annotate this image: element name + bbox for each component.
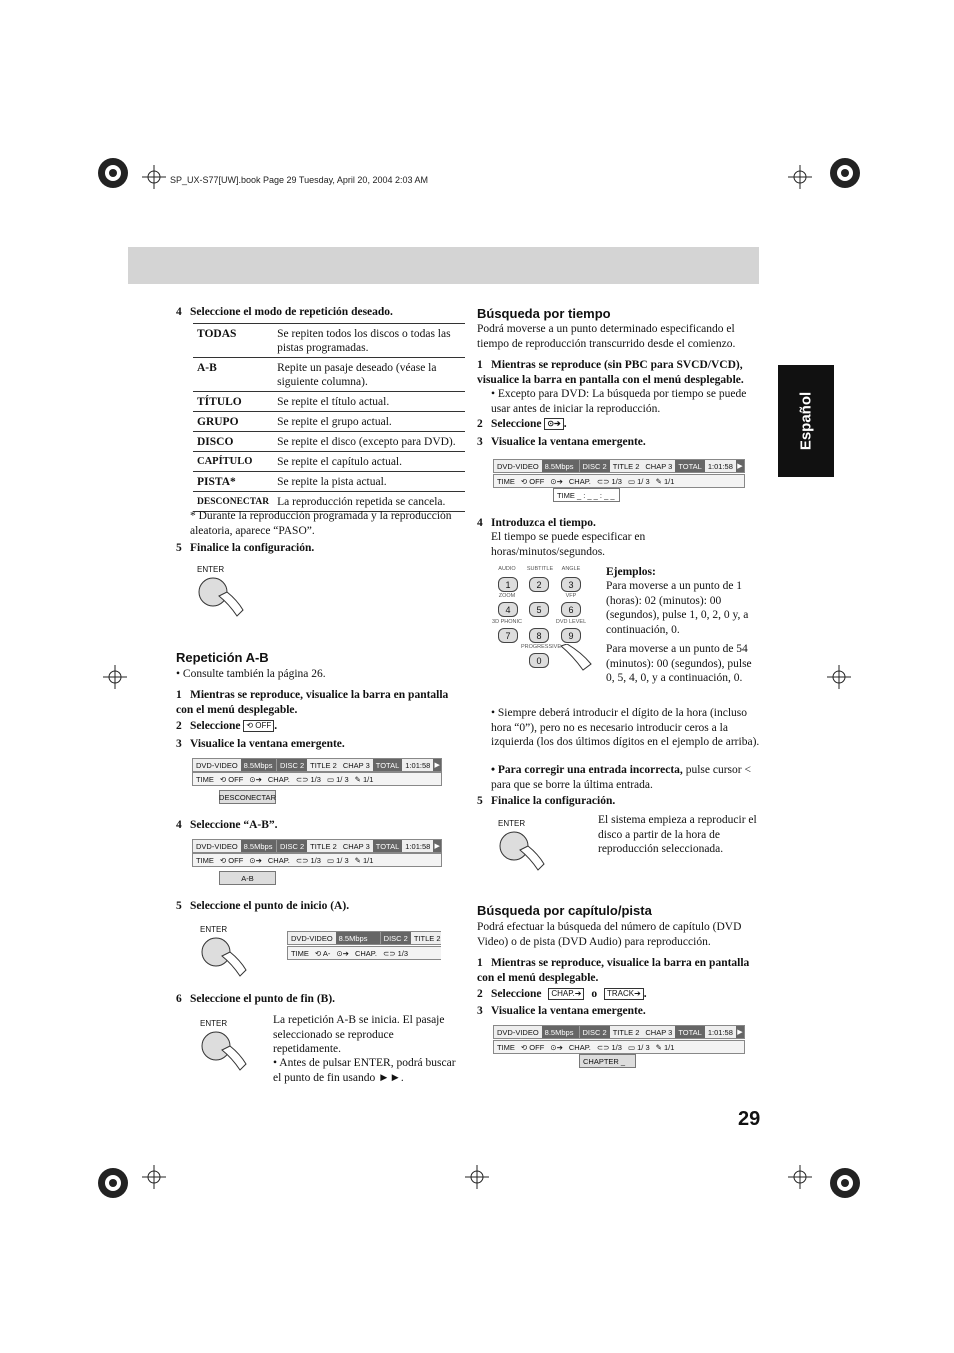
- popup-window: DESCONECTAR: [219, 790, 276, 804]
- crosshair-icon: [103, 665, 127, 689]
- section-title-ab-repeat: Repetición A-B: [176, 650, 269, 665]
- table-row: GRUPO Se repite el grupo actual.: [193, 412, 465, 432]
- play-icon: ▶: [433, 759, 441, 771]
- chapter-step-3: 3 Visualice la ventana emergente.: [477, 1005, 646, 1017]
- repeat-icon: ⟲ OFF: [243, 720, 274, 732]
- ab-end-note: La repetición A-B se inicia. El pasaje seleccionado se reproduce repetidamente.: [273, 1014, 445, 1055]
- time-final-note: El sistema empieza a reproducir el disco a partir de la hora de reproducción seleccionada.: [598, 814, 757, 855]
- onscreen-bar-2: DVD-VIDEO 8.5Mbps DISC 2 TITLE 2 CHAP 3 TOTAL 1:01:58 ▶ TIME ⟲ OFF ⊙➔ CHAP. ⊂⊃ 1/3 ▭ 1/ 3 ✎ 1/1 A-B: [192, 839, 442, 891]
- repeat-mode-table: [193, 323, 465, 512]
- registration-mark-icon: [95, 155, 131, 191]
- table-row: DISCO Se repite el disco (excepto para DVD).: [193, 432, 465, 452]
- key-5: 5: [529, 602, 549, 617]
- time-search-icon: ⊙➔: [544, 418, 563, 430]
- ab-step-3: 3 Visualice la ventana emergente.: [176, 738, 345, 750]
- step-5-finish: 5 Finalice la configuración.: [176, 542, 315, 554]
- time-step-3: 3 Visualice la ventana emergente.: [477, 436, 646, 448]
- enter-button-icon: [200, 934, 248, 982]
- onscreen-bar-1: DVD-VIDEO 8.5Mbps DISC 2 TITLE 2 CHAP 3 TOTAL 1:01:58 ▶ TIME ⟲ OFF ⊙➔ CHAP. ⊂⊃ 1/3 ▭ 1/ 3 ✎ 1/1 DESCONECTAR: [192, 758, 442, 810]
- table-row: PISTA* Se repite la pista actual.: [193, 472, 465, 492]
- ab-step-5: 5 Seleccione el punto de inicio (A).: [176, 900, 350, 912]
- table-row: DESCONECTAR La reproducción repetida se cancela.: [193, 492, 465, 512]
- chapter-icon: CHAP.➔: [548, 988, 584, 1000]
- enter-label: ENTER: [197, 565, 225, 574]
- play-icon: ▶: [736, 460, 744, 472]
- key-9: 9: [561, 628, 581, 643]
- table-row: A-B Repite un pasaje deseado (véase la siguiente columna).: [193, 358, 465, 392]
- registration-mark-icon: [827, 1165, 863, 1201]
- crosshair-icon: [465, 1165, 489, 1189]
- onscreen-bar-3: DVD-VIDEO 8.5Mbps DISC 2 TITLE 2 TIME ⟲ A- ⊙➔ CHAP. ⊂⊃ 1/3: [287, 931, 441, 961]
- enter-button-icon: [197, 574, 245, 622]
- play-icon: ▶: [433, 840, 441, 852]
- example-1: Para moverse a un punto de 1 (horas): 02 (minutos): 00 (segundos), pulse 1, 0, 2, 0 y, a continuación, 0.: [606, 580, 749, 636]
- ab-step-6: 6 Seleccione el punto de fin (B).: [176, 993, 336, 1005]
- example-2: Para moverse a un punto de 54 (minutos): 00 (segundos), pulse 0, 5, 4, 0, y a continuación, 0.: [606, 643, 752, 684]
- key-0: 0: [529, 653, 549, 668]
- crosshair-icon: [142, 165, 166, 189]
- key-2: 2: [529, 577, 549, 592]
- examples-title: Ejemplos:: [606, 566, 656, 578]
- ab-step-4: 4 Seleccione “A-B”.: [176, 819, 278, 831]
- key-1: 1: [498, 577, 518, 592]
- section-title-chapter-search: Búsqueda por capítulo/pista: [477, 903, 652, 918]
- chapter-step-2: 2 Seleccione CHAP.➔ o TRACK➔ .: [477, 988, 647, 1000]
- onscreen-bar-5: DVD-VIDEO 8.5Mbps DISC 2 TITLE 2 CHAP 3 TOTAL 1:01:58 ▶ TIME ⟲ OFF ⊙➔ CHAP. ⊂⊃ 1/3 ▭ 1/ 3 ✎ 1/1 CHAPTER _: [493, 1025, 745, 1069]
- time-step-4-sub: El tiempo se puede especificar en horas/minutos/segundos.: [491, 531, 646, 558]
- key-4: 4: [498, 602, 518, 617]
- footnote: * Durante la reproducción programada y la reproducción aleatoria, aparece “PASO”.: [190, 510, 452, 537]
- step-4-select-mode: 4 Seleccione el modo de repetición deseado.: [176, 306, 393, 318]
- crosshair-icon: [827, 665, 851, 689]
- time-step-1-bullet: • Excepto para DVD: La búsqueda por tiempo se puede usar antes de iniciar la reproducción.: [491, 388, 747, 415]
- chapter-intro: Podrá efectuar la búsqueda del número de capítulo (DVD Video) o de pista (DVD Audio) para reproducción.: [477, 921, 742, 948]
- file-info: SP_UX-S77[UW].book Page 29 Tuesday, April 20, 2004 2:03 AM: [170, 175, 428, 185]
- language-tab-label: Español: [797, 391, 815, 451]
- header-band: [128, 247, 759, 284]
- crosshair-icon: [788, 165, 812, 189]
- enter-label: ENTER: [200, 1019, 228, 1028]
- play-icon: ▶: [736, 1026, 744, 1038]
- section-title-time-search: Búsqueda por tiempo: [477, 306, 611, 321]
- registration-mark-icon: [95, 1165, 131, 1201]
- time-intro: Podrá moverse a un punto determinado especificando el tiempo de reproducción transcurrido desde el comienzo.: [477, 323, 736, 350]
- finger-icon: [559, 644, 593, 676]
- enter-button-icon: [200, 1028, 248, 1076]
- ab-step-2: 2 Seleccione ⟲ OFF .: [176, 720, 278, 732]
- crosshair-icon: [142, 1165, 166, 1189]
- table-row: TODAS Se repiten todos los discos o todas las pistas programadas.: [193, 324, 465, 358]
- number-keypad: AUDIO SUBTITLE ANGLE 1 2 3 ZOOM VFP 4 5 6 3D PHONIC DVD LEVEL 7 8 9 PROGRESSIVE 0: [489, 566, 599, 676]
- time-step-2: 2 Seleccione ⊙➔ .: [477, 418, 567, 430]
- onscreen-bar-4: DVD-VIDEO 8.5Mbps DISC 2 TITLE 2 CHAP 3 TOTAL 1:01:58 ▶ TIME ⟲ OFF ⊙➔ CHAP. ⊂⊃ 1/3 ▭ 1/ 3 ✎ 1/1 TIME _ : _ _ : _ _: [493, 459, 745, 503]
- time-step-4: 4 Introduzca el tiempo.: [477, 517, 596, 529]
- table-row: CAPÍTULO Se repite el capítulo actual.: [193, 452, 465, 472]
- table-row: TÍTULO Se repite el título actual.: [193, 392, 465, 412]
- track-icon: TRACK➔: [604, 988, 644, 1000]
- popup-window: CHAPTER _: [579, 1054, 636, 1068]
- key-3: 3: [561, 577, 581, 592]
- language-tab: [778, 365, 834, 477]
- enter-label: ENTER: [200, 925, 228, 934]
- key-8: 8: [529, 628, 549, 643]
- popup-window: TIME _ : _ _ : _ _: [553, 488, 620, 502]
- time-step-5: 5 Finalice la configuración.: [477, 795, 616, 807]
- ab-end-bullet: • Antes de pulsar ENTER, podrá buscar el punto de fin usando ►►.: [273, 1057, 456, 1084]
- popup-window: A-B: [219, 871, 276, 885]
- registration-mark-icon: [827, 155, 863, 191]
- time-bullet-1: • Siempre deberá introducir el dígito de la hora (incluso hora “0”), pero no es necesario introducir ceros a la izquierda (los dos últimos dígitos en el ejemplo de arriba).: [491, 707, 760, 748]
- key-7: 7: [498, 628, 518, 643]
- key-6: 6: [561, 602, 581, 617]
- enter-label: ENTER: [498, 819, 526, 828]
- chapter-step-1: 1 Mientras se reproduce, visualice la barra en pantalla con el menú desplegable.: [477, 957, 750, 984]
- time-step-1: 1 Mientras se reproduce (sin PBC para SVCD/VCD), visualice la barra en pantalla con el menú desplegable.: [477, 359, 744, 386]
- time-bullet-2: • Para corregir una entrada incorrecta, pulse cursor < para que se borre la última entrada.: [491, 764, 751, 791]
- ab-bullet: • Consulte también la página 26.: [176, 668, 326, 680]
- ab-step-1: 1 Mientras se reproduce, visualice la barra en pantalla con el menú desplegable.: [176, 689, 449, 716]
- crosshair-icon: [788, 1165, 812, 1189]
- enter-button-icon: [498, 828, 546, 876]
- page-number: 29: [738, 1108, 761, 1130]
